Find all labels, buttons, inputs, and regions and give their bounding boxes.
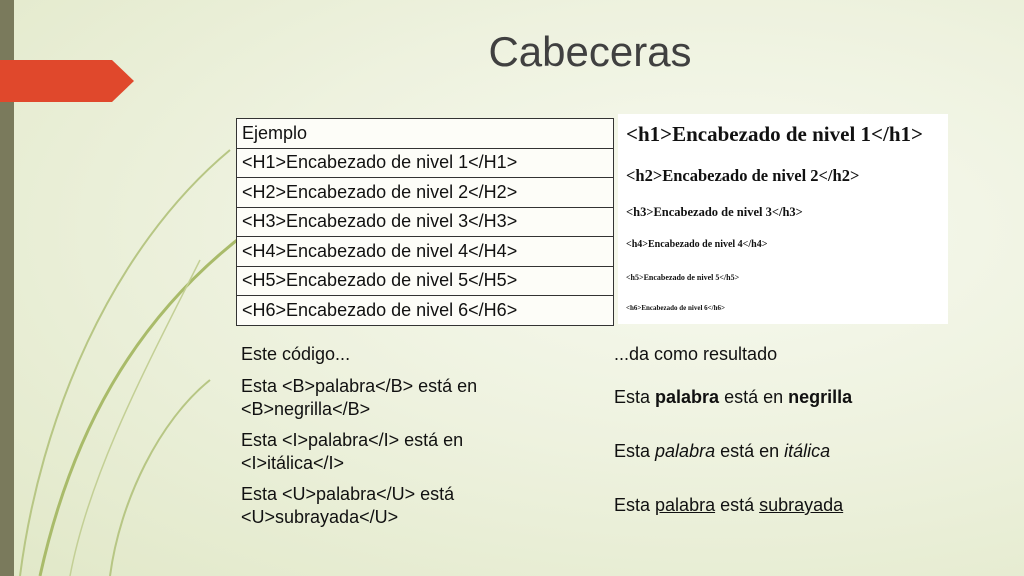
text-fragment: Esta <box>614 387 656 407</box>
rendered-h4: <h4>Encabezado de nivel 4</h4> <box>626 239 768 250</box>
bold-result-text <box>614 386 974 409</box>
table-cell: <H5>Encabezado de nivel 5</H5> <box>237 266 614 296</box>
bold-word: palabra <box>655 387 720 407</box>
rendered-h3: <h3>Encabezado de nivel 3</h3> <box>626 205 803 219</box>
text-fragment: está <box>715 495 760 515</box>
table-cell: Ejemplo <box>237 119 614 149</box>
rendered-h1: <h1>Encabezado de nivel 1</h1> <box>626 122 923 146</box>
table-row <box>237 266 614 296</box>
red-arrow-banner <box>0 60 134 102</box>
rendered-h6: <h6>Encabezado de nivel 6</h6> <box>626 304 725 312</box>
rendered-headings-image <box>618 114 948 324</box>
table-row <box>237 148 614 178</box>
table-cell: <H1>Encabezado de nivel 1</H1> <box>237 148 614 178</box>
italic-word: itálica <box>784 441 831 461</box>
table-cell: <H4>Encabezado de nivel 4</H4> <box>237 237 614 267</box>
right-intro: ...da como resultado <box>614 344 778 364</box>
table-row <box>237 178 614 208</box>
slide-title: Cabeceras <box>488 28 692 75</box>
italic-code-text: Esta <I>palabra</I> está en <I>itálica</I> <box>241 430 464 473</box>
rendered-h5: <h5>Encabezado de nivel 5</h5> <box>626 273 740 282</box>
text-fragment: Esta <box>614 441 656 461</box>
table-row <box>237 237 614 267</box>
table-row <box>237 296 614 326</box>
underline-code-text: Esta <U>palabra</U> está <U>subrayada</U> <box>241 484 455 527</box>
underline-result-text <box>614 494 974 517</box>
italic-word: palabra <box>655 441 716 461</box>
bold-word: negrilla <box>788 387 853 407</box>
text-fragment: está en <box>719 387 789 407</box>
underlined-word: palabra <box>655 495 716 515</box>
table-cell: <H6>Encabezado de nivel 6</H6> <box>237 296 614 326</box>
text-fragment: Esta <box>614 495 656 515</box>
left-intro: Este código... <box>241 344 351 364</box>
italic-result-text <box>614 440 974 463</box>
bold-code-text: Esta <B>palabra</B> está en <B>negrilla</B> <box>241 376 478 419</box>
table-cell: <H3>Encabezado de nivel 3</H3> <box>237 207 614 237</box>
underlined-word: subrayada <box>759 495 844 515</box>
text-fragment: está en <box>715 441 785 461</box>
table-row <box>237 119 614 149</box>
table-row <box>237 207 614 237</box>
heading-code-table <box>236 118 614 326</box>
rendered-h2: <h2>Encabezado de nivel 2</h2> <box>626 166 860 185</box>
table-cell: <H2>Encabezado de nivel 2</H2> <box>237 178 614 208</box>
